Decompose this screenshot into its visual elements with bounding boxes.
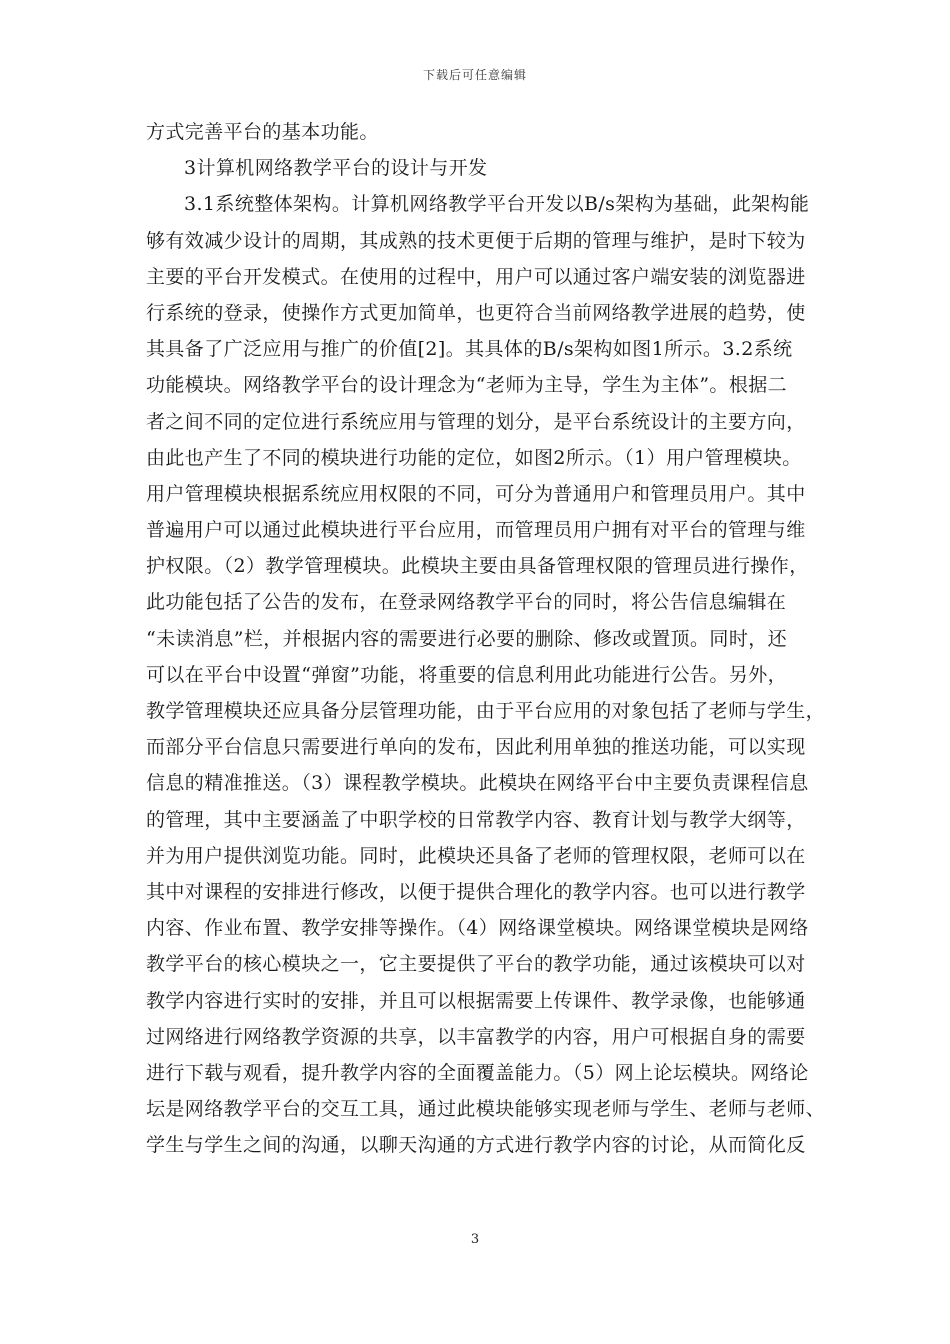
text-line: 行系统的登录，使操作方式更加简单，也更符合当前网络教学进展的趋势，使 [146,301,806,324]
text-line: 教学平台的核心模块之一，它主要提供了平台的教学功能，通过该模块可以对 [146,953,806,976]
text-line: 者之间不同的定位进行系统应用与管理的划分，是平台系统设计的主要方向， [146,410,806,433]
text-line: 其具备了广泛应用与推广的价值[2]。其具体的B/s架构如图1所示。3.2系统 [146,338,793,361]
text-line: “未读消息”栏，并根据内容的需要进行必要的删除、修改或置顶。同时，还 [146,627,788,650]
text-line: 教学管理模块还应具备分层管理功能，由于平台应用的对象包括了老师与学生， [146,700,826,722]
text-line: 主要的平台开发模式。在使用的过程中，用户可以通过客户端安装的浏览器进 [146,265,806,288]
body-text [146,114,826,1163]
text-line: 教学内容进行实时的安排，并且可以根据需要上传课件、教学录像，也能够通 [146,989,806,1012]
page-number: 3 [470,1232,480,1247]
text-line: 学生与学生之间的沟通，以聊天沟通的方式进行教学内容的讨论，从而简化反 [146,1134,806,1157]
text-line: 过网络进行网络教学资源的共享，以丰富教学的内容，用户可根据自身的需要 [146,1025,806,1048]
text-line: 并为用户提供浏览功能。同时，此模块还具备了老师的管理权限，老师可以在 [146,844,806,867]
text-line: 的管理，其中主要涵盖了中职学校的日常教学内容、教育计划与教学大纲等， [146,808,806,831]
text-line: 护权限。（2）教学管理模块。此模块主要由具备管理权限的管理员进行操作， [146,555,809,578]
section-heading: 3计算机网络教学平台的设计与开发 [184,157,488,180]
text-line: 而部分平台信息只需要进行单向的发布，因此利用单独的推送功能，可以实现 [146,736,806,759]
page-header-note: 下载后可任意编辑 [422,68,527,82]
text-line: 普遍用户可以通过此模块进行平台应用，而管理员用户拥有对平台的管理与维 [146,519,806,542]
text-line: 3.1系统整体架构。计算机网络教学平台开发以B/s架构为基础，此架构能 [184,193,810,216]
text-line: 可以在平台中设置“弹窗”功能，将重要的信息利用此功能进行公告。另外， [146,663,788,686]
text-line: 由此也产生了不同的模块进行功能的定位，如图2所示。（1）用户管理模块。 [146,446,802,469]
text-line: 内容、作业布置、教学安排等操作。（4）网络课堂模块。网络课堂模块是网络 [146,917,809,940]
text-line: 此功能包括了公告的发布，在登录网络教学平台的同时，将公告信息编辑在 [146,591,787,614]
text-line: 进行下载与观看，提升教学内容的全面覆盖能力。（5）网上论坛模块。网络论 [146,1061,809,1084]
text-line: 用户管理模块根据系统应用权限的不同，可分为普通用户和管理员用户。其中 [146,482,806,505]
text-line: 其中对课程的安排进行修改，以便于提供合理化的教学内容。也可以进行教学 [146,880,806,903]
text-line: 坛是网络教学平台的交互工具，通过此模块能够实现老师与学生、老师与老师、 [146,1098,826,1121]
text-line: 方式完善平台的基本功能。 [146,121,379,143]
text-line: 功能模块。网络教学平台的设计理念为“老师为主导，学生为主体”。根据二 [146,374,788,397]
text-line: 信息的精准推送。（3）课程教学模块。此模块在网络平台中主要负责课程信息 [146,772,809,795]
text-line: 够有效减少设计的周期，其成熟的技术更便于后期的管理与维护，是时下较为 [146,229,806,252]
